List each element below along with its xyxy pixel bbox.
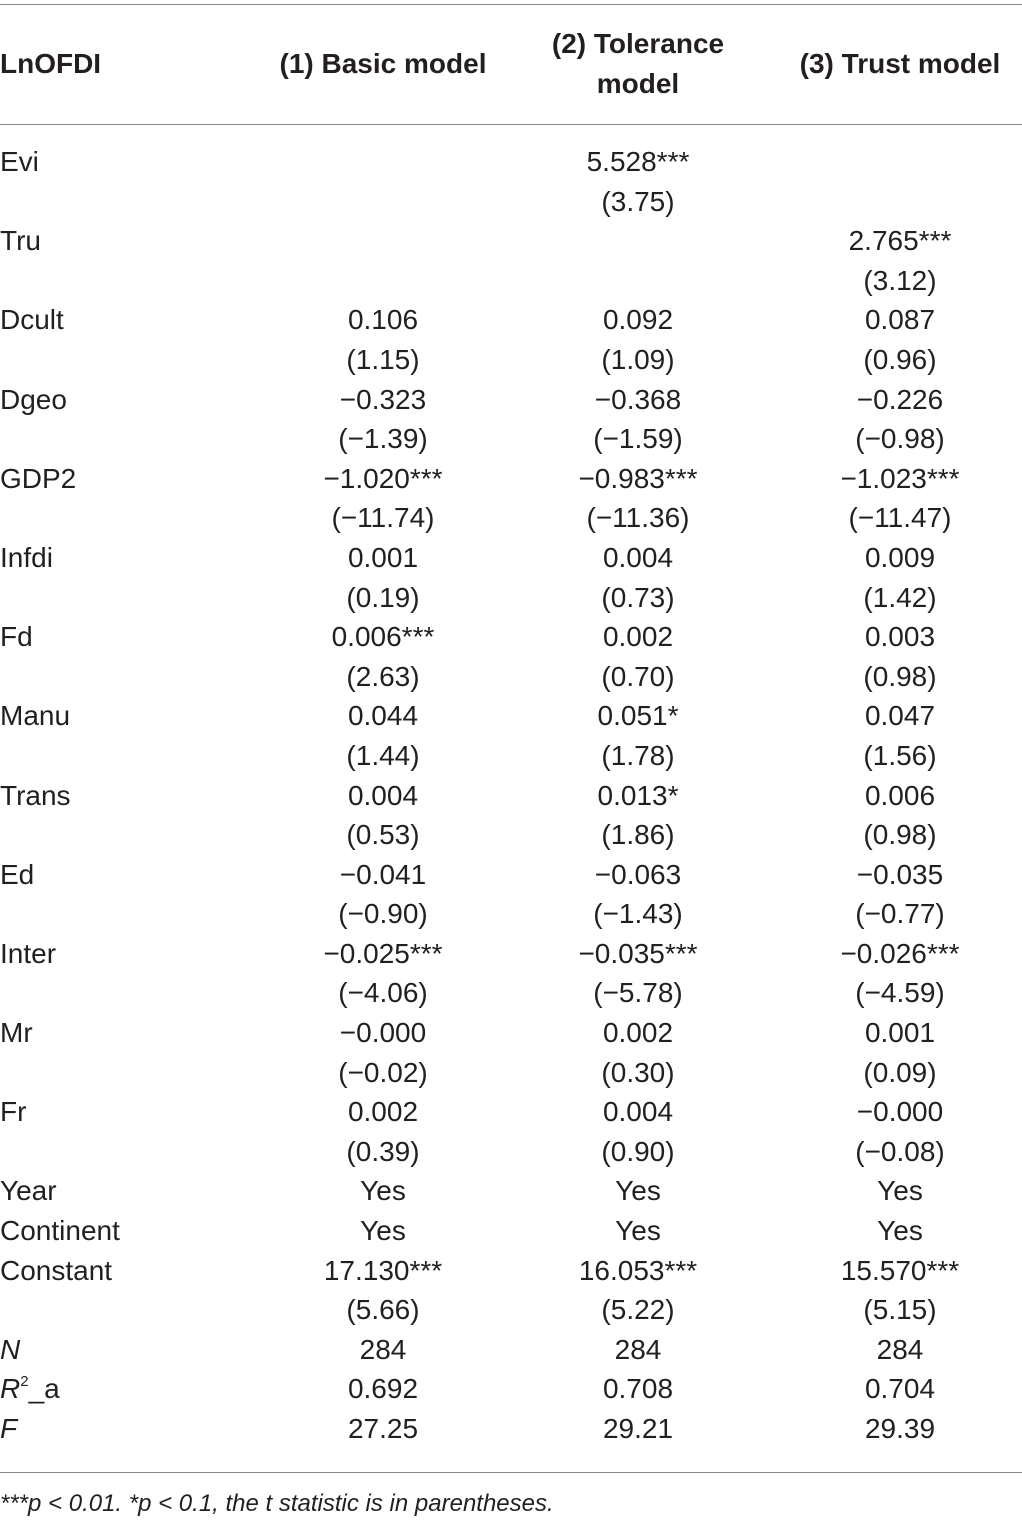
coef-trust: 15.570*** (5.15) (840, 1254, 960, 1326)
row-label: Trans (0, 779, 71, 811)
stat-trust: 0.704 (864, 1373, 936, 1405)
table-row (0, 221, 1022, 300)
coef-tolerance: 0.051* (1.78) (597, 700, 679, 771)
row-label: Fr (0, 1096, 27, 1128)
table-header-rule (0, 124, 1022, 125)
table-row-f (0, 1409, 1022, 1449)
coef-tolerance: −0.368 (−1.59) (593, 383, 683, 455)
coef-tolerance: 0.004 (0.73) (601, 541, 675, 613)
coef-tolerance: −0.035*** (−5.78) (578, 937, 698, 1009)
fe-tolerance: Yes (615, 1215, 661, 1247)
stat-basic: 284 (359, 1333, 407, 1365)
coef-basic: 0.002 (0.39) (346, 1096, 420, 1167)
header-trust-model: (3) Trust model (799, 48, 1001, 79)
stat-tolerance: 0.708 (602, 1373, 674, 1405)
coef-trust: −0.000 (−0.08) (855, 1096, 945, 1167)
stat-basic: 0.692 (347, 1373, 419, 1405)
table-row (0, 1171, 1022, 1211)
coef-basic: −0.323 (−1.39) (338, 383, 428, 455)
table-row (0, 142, 1022, 221)
coef-trust (770, 142, 1022, 221)
coef-tolerance: 0.002 (0.70) (601, 621, 675, 692)
coef-basic (253, 221, 513, 300)
table-row (0, 300, 1022, 379)
row-label: $R^2\_a$ (0, 1373, 60, 1405)
coef-trust: −1.023*** (−11.47) (840, 462, 960, 534)
header-tolerance-line1: (2) Tolerance (551, 28, 725, 59)
row-label: Constant (0, 1254, 113, 1286)
coef-trust: 0.006 (0.98) (863, 779, 937, 851)
table-row (0, 776, 1022, 855)
row-label: Infdi (0, 541, 53, 573)
coef-basic: −0.041 (−0.90) (338, 858, 428, 930)
header-tolerance-model (518, 4, 758, 124)
stat-trust: 29.39 (864, 1413, 936, 1444)
coef-tolerance: 16.053*** (5.22) (578, 1254, 698, 1326)
table-header (0, 4, 1022, 124)
coef-basic: −0.000 (−0.02) (338, 1017, 428, 1088)
row-label: Evi (0, 146, 39, 177)
coef-trust: −0.035 (−0.77) (855, 858, 945, 930)
coef-tolerance: 0.092 (1.09) (601, 304, 675, 375)
coef-basic: −0.025*** (−4.06) (323, 937, 443, 1009)
table-row (0, 1013, 1022, 1092)
stat-basic: 27.25 (347, 1413, 419, 1444)
table-row-constant (0, 1251, 1022, 1330)
coef-trust: 0.009 (1.42) (863, 541, 937, 613)
coef-tolerance: 0.013* (1.86) (597, 779, 679, 851)
table-footnote: ***p < 0.01. *p < 0.1, the t statistic is in parentheses. (0, 1490, 554, 1517)
coef-tolerance: 5.528*** (3.75) (586, 146, 690, 217)
table-row (0, 1092, 1022, 1171)
coef-trust: 0.001 (0.09) (863, 1017, 937, 1088)
coef-tolerance: 0.004 (0.90) (601, 1096, 675, 1167)
row-label: Manu (0, 700, 71, 732)
table-body (0, 142, 1022, 1449)
row-label: Dcult (0, 304, 64, 336)
coef-basic: 0.106 (1.15) (346, 304, 420, 375)
row-label: Ed (0, 858, 35, 890)
coef-basic: 0.006*** (2.63) (331, 621, 435, 692)
table-row (0, 1211, 1022, 1251)
coef-tolerance: 0.002 (0.30) (601, 1017, 675, 1088)
header-basic-model: (1) Basic model (279, 48, 487, 79)
coef-tolerance: −0.063 (−1.43) (593, 858, 683, 930)
row-label: Year (0, 1175, 57, 1207)
table-row (0, 855, 1022, 934)
table-row (0, 459, 1022, 538)
coef-trust: −0.026*** (−4.59) (840, 937, 960, 1009)
row-label: Fd (0, 621, 33, 653)
table-row (0, 934, 1022, 1013)
row-label: N (0, 1333, 21, 1365)
stat-tolerance: 284 (614, 1333, 662, 1365)
table-row (0, 617, 1022, 696)
table-row (0, 696, 1022, 775)
coef-trust: 0.047 (1.56) (863, 700, 937, 771)
header-dependent-variable: LnOFDI (0, 48, 102, 79)
fe-trust: Yes (877, 1215, 923, 1247)
coef-trust: 0.087 (0.96) (863, 304, 937, 375)
coef-basic: −1.020*** (−11.74) (323, 462, 443, 534)
fe-basic: Yes (360, 1175, 406, 1207)
row-label: Continent (0, 1215, 120, 1247)
table-row (0, 380, 1022, 459)
table-row-n (0, 1330, 1022, 1370)
coef-basic (253, 142, 513, 221)
row-label: Dgeo (0, 383, 67, 415)
table-row (0, 538, 1022, 617)
table-row-r2a (0, 1369, 1022, 1409)
coef-tolerance: −0.983*** (−11.36) (578, 462, 698, 534)
stat-tolerance: 29.21 (602, 1413, 674, 1444)
row-label: Mr (0, 1017, 33, 1049)
fe-basic: Yes (360, 1215, 406, 1247)
fe-trust: Yes (877, 1175, 923, 1207)
coef-trust: −0.226 (−0.98) (855, 383, 945, 455)
coef-basic: 0.004 (0.53) (346, 779, 420, 851)
row-label: F (0, 1413, 18, 1444)
row-label: Inter (0, 937, 57, 969)
coef-basic: 0.044 (1.44) (346, 700, 420, 771)
header-tolerance-line2: model (596, 68, 680, 99)
table-bottom-rule (0, 1472, 1022, 1473)
coef-trust: 2.765*** (3.12) (848, 225, 952, 296)
coef-trust: 0.003 (0.98) (863, 621, 937, 692)
stat-trust: 284 (876, 1333, 924, 1365)
row-label: Tru (0, 225, 41, 257)
coef-basic: 0.001 (0.19) (346, 541, 420, 613)
coef-tolerance (508, 221, 768, 300)
coef-basic: 17.130*** (5.66) (323, 1254, 443, 1326)
fe-tolerance: Yes (615, 1175, 661, 1207)
row-label: GDP2 (0, 462, 77, 494)
